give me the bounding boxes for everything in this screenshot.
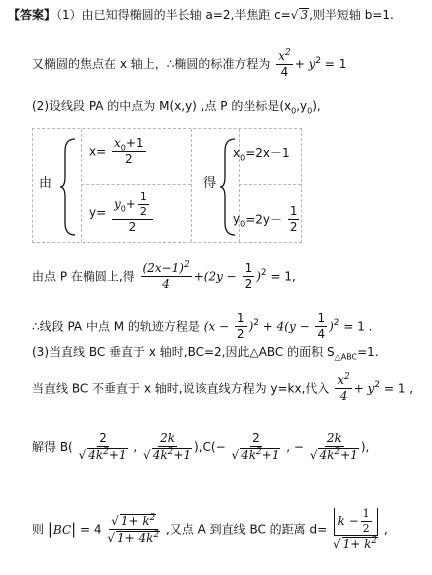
answer-line-2: 又椭圆的焦点在 x 轴上，∴椭圆的标准方程为 $\frac{x^2}{4}$ + $y^2 = 1$ <box>32 48 347 80</box>
eq1-num: +1 <box>125 136 144 150</box>
line6-tail: =1. <box>357 345 379 359</box>
sqrt-symbol: √ <box>290 8 299 22</box>
line7-text: 当直线 BC 不垂直于 x 轴时,说该直线方程为 y=kx,代入 <box>32 381 330 396</box>
line8-d3a: 4k <box>241 448 257 463</box>
line5-qn: 1 <box>315 312 327 327</box>
answer-tail: ,则半短轴 b=1. <box>309 8 394 22</box>
system-eq1: x= $\frac{x_0+1}{2}$ <box>89 136 144 167</box>
answer-text: （1）由已知得椭圆的半长轴 a=2,半焦距 c= <box>56 8 291 22</box>
line6-text: (3)当直线 BC 垂直于 x 轴时,BC=2,因此△ABC 的面积 S <box>32 345 335 359</box>
system-eq2: y= $y_0+$ $\frac{1}{2}$ 2 <box>89 191 155 234</box>
line3-end: ), <box>312 99 321 113</box>
answer-line-4: 由点 P 在椭圆上,得 $\frac{(2x-1)^2}{4}$ +(2y − $\frac{1}{2}$ )$^2$ = 1, <box>32 260 296 292</box>
line8-d4b: +1 <box>340 448 358 463</box>
line9-hd: 2 <box>362 522 370 536</box>
line5-hn: 1 <box>235 312 247 327</box>
line3-text: (2)设线段 PA 的中点为 M(x,y) ,点 P 的坐标是(x <box>32 99 292 113</box>
line8-d3b: +1 <box>261 448 280 463</box>
line8-comma2: , − <box>282 440 304 455</box>
line9-na: 1+ k <box>120 514 150 528</box>
line7-tail: + y <box>353 381 375 396</box>
line7-den: 4 <box>339 389 348 404</box>
line5-hd: 2 <box>236 327 245 342</box>
line7-num: x <box>337 373 345 387</box>
line2-text: 又椭圆的焦点在 x 轴上，∴椭圆的标准方程为 <box>32 57 271 72</box>
line7-end: = 1 , <box>380 381 414 396</box>
eq2-lhs: y= <box>89 205 107 220</box>
line8-comma: , <box>129 440 138 455</box>
line9-da: 1+ 4k <box>117 531 154 546</box>
line6-sub: △ABC <box>334 352 358 362</box>
system-you: 由 <box>39 176 53 191</box>
left-brace-icon <box>59 137 79 237</box>
line8-d1a: 4k <box>88 448 104 463</box>
line9-end: , <box>380 522 388 537</box>
eq2-half-den: 2 <box>139 205 147 219</box>
line5-text: ∴线段 PA 中点 M 的轨迹方程是 <box>32 319 200 334</box>
answer-line-5: ∴线段 PA 中点 M 的轨迹方程是 (x − $\frac{1}{2}$ )$^2$ + 4(y − $\frac{1}{4}$ )$^2$ = 1 . <box>32 311 373 342</box>
line9-eq: = 4 <box>76 522 102 537</box>
line5-a: (x − <box>203 319 230 334</box>
line8-n3: 2 <box>250 432 262 447</box>
line2-tail: + y <box>294 57 316 72</box>
system-result2: $y_0=2y-$ $\frac{1}{2}$ <box>233 204 298 235</box>
eq2-half-num: 1 <box>138 191 149 205</box>
system-result1: $x_0=2x-1$ <box>233 146 290 163</box>
line5-c: + 4(y − <box>258 319 310 334</box>
eq1-lhs: x= <box>89 144 107 159</box>
sqrt-value: 3 <box>300 8 309 22</box>
line8-d2a: 4k <box>152 448 168 463</box>
line4-den: 4 <box>162 277 170 292</box>
line9-abs-a: k − <box>337 514 359 528</box>
answer-line-6 <box>32 345 379 362</box>
line8-n2: 2k <box>158 432 177 447</box>
line3-mid: ,y <box>296 99 308 113</box>
line4-text: 由点 P 在椭圆上,得 <box>32 269 135 284</box>
line4-half-num: 1 <box>243 262 255 277</box>
line4-mid: +(2y − <box>193 269 237 284</box>
eq2-den: 2 <box>128 220 137 235</box>
line4-half-den: 2 <box>244 277 253 292</box>
frac-num: x <box>278 49 285 63</box>
answer-line-8: 解得 B( $\frac{2}{√ 4k^2+1}$ , $\frac{2k}{√ 4k^2+1}$ ),C(− $\frac{2}{√ 4k^2+1}$ , − $\frac{2k}{√ 4k^2+1}$ ), <box>32 431 370 463</box>
line9-bc: BC <box>52 523 72 538</box>
line5-b: ) <box>248 319 254 334</box>
answer-line-3: (2)设线段 PA 的中点为 M(x,y) ,点 P 的坐标是$(x_0,y_0)$, <box>32 99 321 116</box>
result1-text: =2x－1 <box>245 146 290 160</box>
eq1-den: 2 <box>124 152 133 167</box>
line9-prefix: 则 <box>32 522 45 537</box>
equation-system-table <box>32 128 302 243</box>
line4-end: = 1, <box>266 269 296 284</box>
line4-tail: ) <box>256 269 261 284</box>
line8-d2b: +1 <box>173 448 192 463</box>
line2-end: = 1 <box>321 57 347 72</box>
line8-prefix: 解得 B( <box>32 440 73 455</box>
line4-num: (2x−1) <box>142 261 184 275</box>
line5-qd: 4 <box>317 327 326 342</box>
eq2-num: + <box>125 197 136 212</box>
line8-d1b: +1 <box>108 448 127 463</box>
line8-d4a: 4k <box>319 448 335 463</box>
result2-num: 1 <box>288 205 300 220</box>
line9-text: ,又点 A 到直线 BC 的距离 d= <box>162 522 328 537</box>
fraction-x2-over-4: $\frac{x^2}{4}$ <box>278 48 291 80</box>
line8-n1: 2 <box>97 432 109 447</box>
system-de: 得 <box>203 176 217 191</box>
answer-line-7: 当直线 BC 不垂直于 x 轴时,说该直线方程为 y=kx,代入 $\frac{x^2}{4}$ + $y^2 = 1$ , <box>32 372 414 404</box>
line5-e: = 1 . <box>339 319 373 334</box>
line9-hn: 1 <box>361 508 372 522</box>
line8-n4: 2k <box>325 432 344 447</box>
answer-line-9: 则 |BC| = 4 $\frac{√ 1+ k^2}{√ 1+ 4k^2}$ ,又点 A 到直线 BC 的距离 d= k − $\frac{1}{2}$ √ $1+ k^2$ , <box>32 507 388 552</box>
answer-bracket: 【答案】 <box>8 8 57 22</box>
line5-d: ) <box>329 319 334 334</box>
line9-den: 1+ k <box>342 537 372 552</box>
line8-end: ), <box>360 440 370 455</box>
result2-text: =2y－ <box>245 212 282 227</box>
line8-mid: ),C(− <box>194 440 226 455</box>
frac-den: 4 <box>280 65 289 80</box>
answer-line-1 <box>8 8 394 21</box>
result2-den: 2 <box>289 220 298 235</box>
